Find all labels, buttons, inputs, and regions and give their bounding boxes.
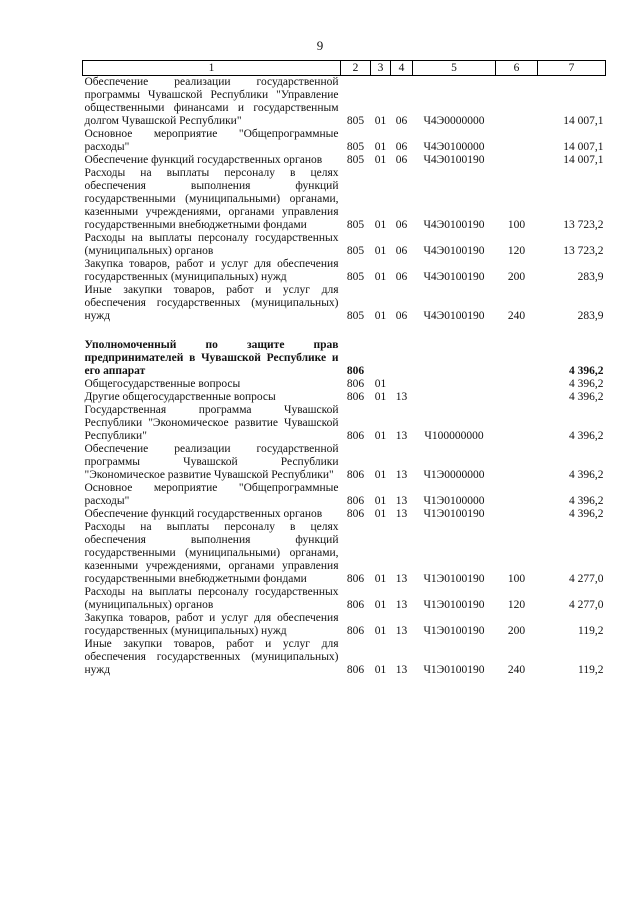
row-subsection-code: 13 <box>395 391 408 403</box>
row-ministry-code: 805 <box>346 141 365 153</box>
row-name: Обеспечение функций государственных органов <box>84 154 323 166</box>
table-row <box>83 586 606 612</box>
row-target-code: Ч1Э0000000 <box>423 469 485 481</box>
row-expense-type <box>496 378 538 391</box>
row-amount: 4 396,2 <box>569 430 604 442</box>
row-section-code: 01 <box>374 310 387 322</box>
row-amount: 119,2 <box>578 625 604 637</box>
row-name: Расходы на выплаты персоналу в целях обеспечения выполнения функций государственными (муниципальными) органами, казенными учреждениями, органами управления государственными внебюджетными фондами <box>84 167 339 231</box>
row-ministry-code: 805 <box>346 154 365 166</box>
row-ministry-code: 806 <box>346 625 365 637</box>
row-amount: 4 396,2 <box>569 378 604 390</box>
row-target-code: Ч1Э0100190 <box>423 625 485 637</box>
row-subsection-code <box>391 339 413 378</box>
row-target-code: Ч4Э0100000 <box>423 141 485 153</box>
table-row <box>83 258 606 284</box>
row-subsection-code: 06 <box>395 141 408 153</box>
row-ministry-code: 805 <box>346 115 365 127</box>
row-name: Иные закупки товаров, работ и услуг для обеспечения государственных (муниципальных) нужд <box>84 638 339 676</box>
row-expense-type <box>496 391 538 404</box>
table-header <box>83 61 606 76</box>
row-expense-type <box>496 508 538 521</box>
row-amount: 119,2 <box>578 664 604 676</box>
row-name: Обеспечение реализации государственной программы Чувашской Республики "Управление общественными финансами и государственным долгом Чувашской Республики" <box>84 76 339 127</box>
row-amount: 13 723,2 <box>563 245 604 257</box>
row-section-code: 01 <box>374 378 387 390</box>
row-subsection-code: 06 <box>395 154 408 166</box>
row-ministry-code: 806 <box>346 508 365 520</box>
row-section-code: 01 <box>374 271 387 283</box>
row-target-code: Ч1Э0100190 <box>423 508 485 520</box>
table-row <box>83 443 606 482</box>
table-row <box>83 391 606 404</box>
row-ministry-code: 805 <box>346 271 365 283</box>
header-cell-6: 6 <box>496 61 538 76</box>
row-amount: 4 396,2 <box>569 365 604 377</box>
row-section-code: 01 <box>374 508 387 520</box>
row-name: Общегосударственные вопросы <box>84 378 241 390</box>
row-subsection-code: 06 <box>395 310 408 322</box>
page-number: 9 <box>316 38 324 53</box>
row-name: Государственная программа Чувашской Республики "Экономическое развитие Чувашской Республики" <box>84 404 339 442</box>
row-expense-type: 200 <box>507 271 526 283</box>
header-cell-7: 7 <box>538 61 606 76</box>
row-target-code: Ч4Э0100190 <box>423 310 485 322</box>
row-target-code: Ч4Э0100190 <box>423 271 485 283</box>
row-subsection-code <box>391 378 413 391</box>
row-section-code: 01 <box>374 245 387 257</box>
table-row <box>83 612 606 638</box>
row-target-code <box>413 378 496 391</box>
row-name: Расходы на выплаты персоналу в целях обеспечения выполнения функций государственными (муниципальными) органами, казенными учреждениями, органами управления государственными внебюджетными фондами <box>84 521 339 585</box>
row-expense-type: 240 <box>507 664 526 676</box>
table-row <box>83 378 606 391</box>
row-name: Основное мероприятие "Общепрограммные расходы" <box>84 482 339 507</box>
row-name: Обеспечение функций государственных органов <box>84 508 323 520</box>
row-section-code: 01 <box>374 391 387 403</box>
row-amount: 14 007,1 <box>563 115 604 127</box>
table-row <box>83 76 606 129</box>
row-amount: 4 396,2 <box>569 508 604 520</box>
row-target-code: Ч100000000 <box>424 430 484 442</box>
row-target-code: Ч4Э0100190 <box>423 154 485 166</box>
row-ministry-code: 805 <box>346 219 365 231</box>
table-row <box>83 167 606 232</box>
row-ministry-code: 805 <box>346 245 365 257</box>
row-expense-type <box>496 128 538 154</box>
row-amount: 283,9 <box>577 310 604 322</box>
row-subsection-code: 06 <box>395 245 408 257</box>
row-ministry-code: 805 <box>346 310 365 322</box>
row-subsection-code: 13 <box>395 573 408 585</box>
table-row <box>83 482 606 508</box>
row-subsection-code: 13 <box>395 495 408 507</box>
row-name: Другие общегосударственные вопросы <box>84 391 276 403</box>
row-expense-type <box>496 76 538 129</box>
table-row <box>83 404 606 443</box>
table-body <box>83 76 606 678</box>
row-section-code: 01 <box>374 115 387 127</box>
row-name: Обеспечение реализации государственной программы Чувашской Республики "Экономическое развитие Чувашской Республики" <box>84 443 339 481</box>
row-ministry-code: 806 <box>346 391 365 403</box>
header-cell-4: 4 <box>391 61 413 76</box>
table-row <box>83 638 606 677</box>
header-cell-3: 3 <box>371 61 391 76</box>
row-subsection-code: 06 <box>395 271 408 283</box>
row-ministry-code: 806 <box>346 469 365 481</box>
row-name: Закупка товаров, работ и услуг для обеспечения государственных (муниципальных) нужд <box>84 612 339 637</box>
row-expense-type: 100 <box>507 573 526 585</box>
row-ministry-code: 806 <box>346 430 365 442</box>
row-amount: 4 277,0 <box>569 573 604 585</box>
row-target-code <box>413 339 496 378</box>
row-amount: 14 007,1 <box>563 141 604 153</box>
row-name: Основное мероприятие "Общепрограммные расходы" <box>84 128 339 153</box>
row-spacer <box>83 323 606 339</box>
row-section-code: 01 <box>374 430 387 442</box>
row-expense-type <box>496 154 538 167</box>
row-subsection-code: 13 <box>395 664 408 676</box>
row-expense-type: 240 <box>507 310 526 322</box>
row-subsection-code: 13 <box>395 508 408 520</box>
row-expense-type: 100 <box>507 219 526 231</box>
row-section-code: 01 <box>374 141 387 153</box>
table-row <box>83 154 606 167</box>
table-row <box>83 128 606 154</box>
row-ministry-code: 806 <box>346 573 365 585</box>
spacer-cell <box>83 323 606 339</box>
row-ministry-code: 806 <box>346 599 365 611</box>
row-ministry-code: 806 <box>346 664 365 676</box>
row-section-code: 01 <box>374 573 387 585</box>
row-amount: 4 396,2 <box>569 391 604 403</box>
row-name: Расходы на выплаты персоналу государственных (муниципальных) органов <box>84 232 339 257</box>
row-section-code: 01 <box>374 599 387 611</box>
row-ministry-code: 806 <box>346 378 365 390</box>
row-amount: 14 007,1 <box>563 154 604 166</box>
row-ministry-code: 806 <box>346 495 365 507</box>
row-name: Расходы на выплаты персоналу государственных (муниципальных) органов <box>84 586 339 611</box>
row-amount: 283,9 <box>577 271 604 283</box>
row-name: Иные закупки товаров, работ и услуг для обеспечения государственных (муниципальных) нужд <box>84 284 339 322</box>
row-target-code: Ч1Э0100190 <box>423 599 485 611</box>
row-expense-type: 200 <box>507 625 526 637</box>
row-name: Закупка товаров, работ и услуг для обеспечения государственных (муниципальных) нужд <box>84 258 339 283</box>
row-target-code: Ч1Э0100190 <box>423 664 485 676</box>
row-section-code: 01 <box>374 664 387 676</box>
row-target-code <box>413 391 496 404</box>
row-target-code: Ч4Э0000000 <box>423 115 485 127</box>
row-amount: 4 396,2 <box>569 469 604 481</box>
row-subsection-code: 13 <box>395 599 408 611</box>
row-ministry-code: 806 <box>346 365 365 377</box>
row-name: Уполномоченный по защите прав предпринимателей в Чувашской Республике и его аппарат <box>84 339 339 377</box>
row-subsection-code: 06 <box>395 219 408 231</box>
row-subsection-code: 13 <box>395 430 408 442</box>
row-expense-type: 120 <box>507 599 526 611</box>
row-target-code: Ч1Э0100190 <box>423 573 485 585</box>
table-row <box>83 232 606 258</box>
header-cell-2: 2 <box>341 61 371 76</box>
row-subsection-code: 06 <box>395 115 408 127</box>
table-row <box>83 284 606 323</box>
row-target-code: Ч4Э0100190 <box>423 245 485 257</box>
table-row <box>83 521 606 586</box>
row-target-code: Ч4Э0100190 <box>423 219 485 231</box>
row-section-code: 01 <box>374 495 387 507</box>
row-section-code: 01 <box>374 469 387 481</box>
row-subsection-code: 13 <box>395 625 408 637</box>
row-target-code: Ч1Э0100000 <box>423 495 485 507</box>
row-section-code: 01 <box>374 625 387 637</box>
header-cell-1: 1 <box>83 61 341 76</box>
row-section-code <box>371 339 391 378</box>
table-row <box>83 508 606 521</box>
header-cell-5: 5 <box>413 61 496 76</box>
budget-table <box>82 60 606 677</box>
header-row <box>83 61 606 76</box>
row-expense-type <box>496 443 538 482</box>
row-expense-type <box>496 404 538 443</box>
row-expense-type: 120 <box>507 245 526 257</box>
row-amount: 13 723,2 <box>563 219 604 231</box>
row-expense-type <box>496 339 538 378</box>
table-row <box>83 339 606 378</box>
row-section-code: 01 <box>374 154 387 166</box>
row-expense-type <box>496 482 538 508</box>
row-subsection-code: 13 <box>395 469 408 481</box>
row-amount: 4 396,2 <box>569 495 604 507</box>
row-section-code: 01 <box>374 219 387 231</box>
row-amount: 4 277,0 <box>569 599 604 611</box>
